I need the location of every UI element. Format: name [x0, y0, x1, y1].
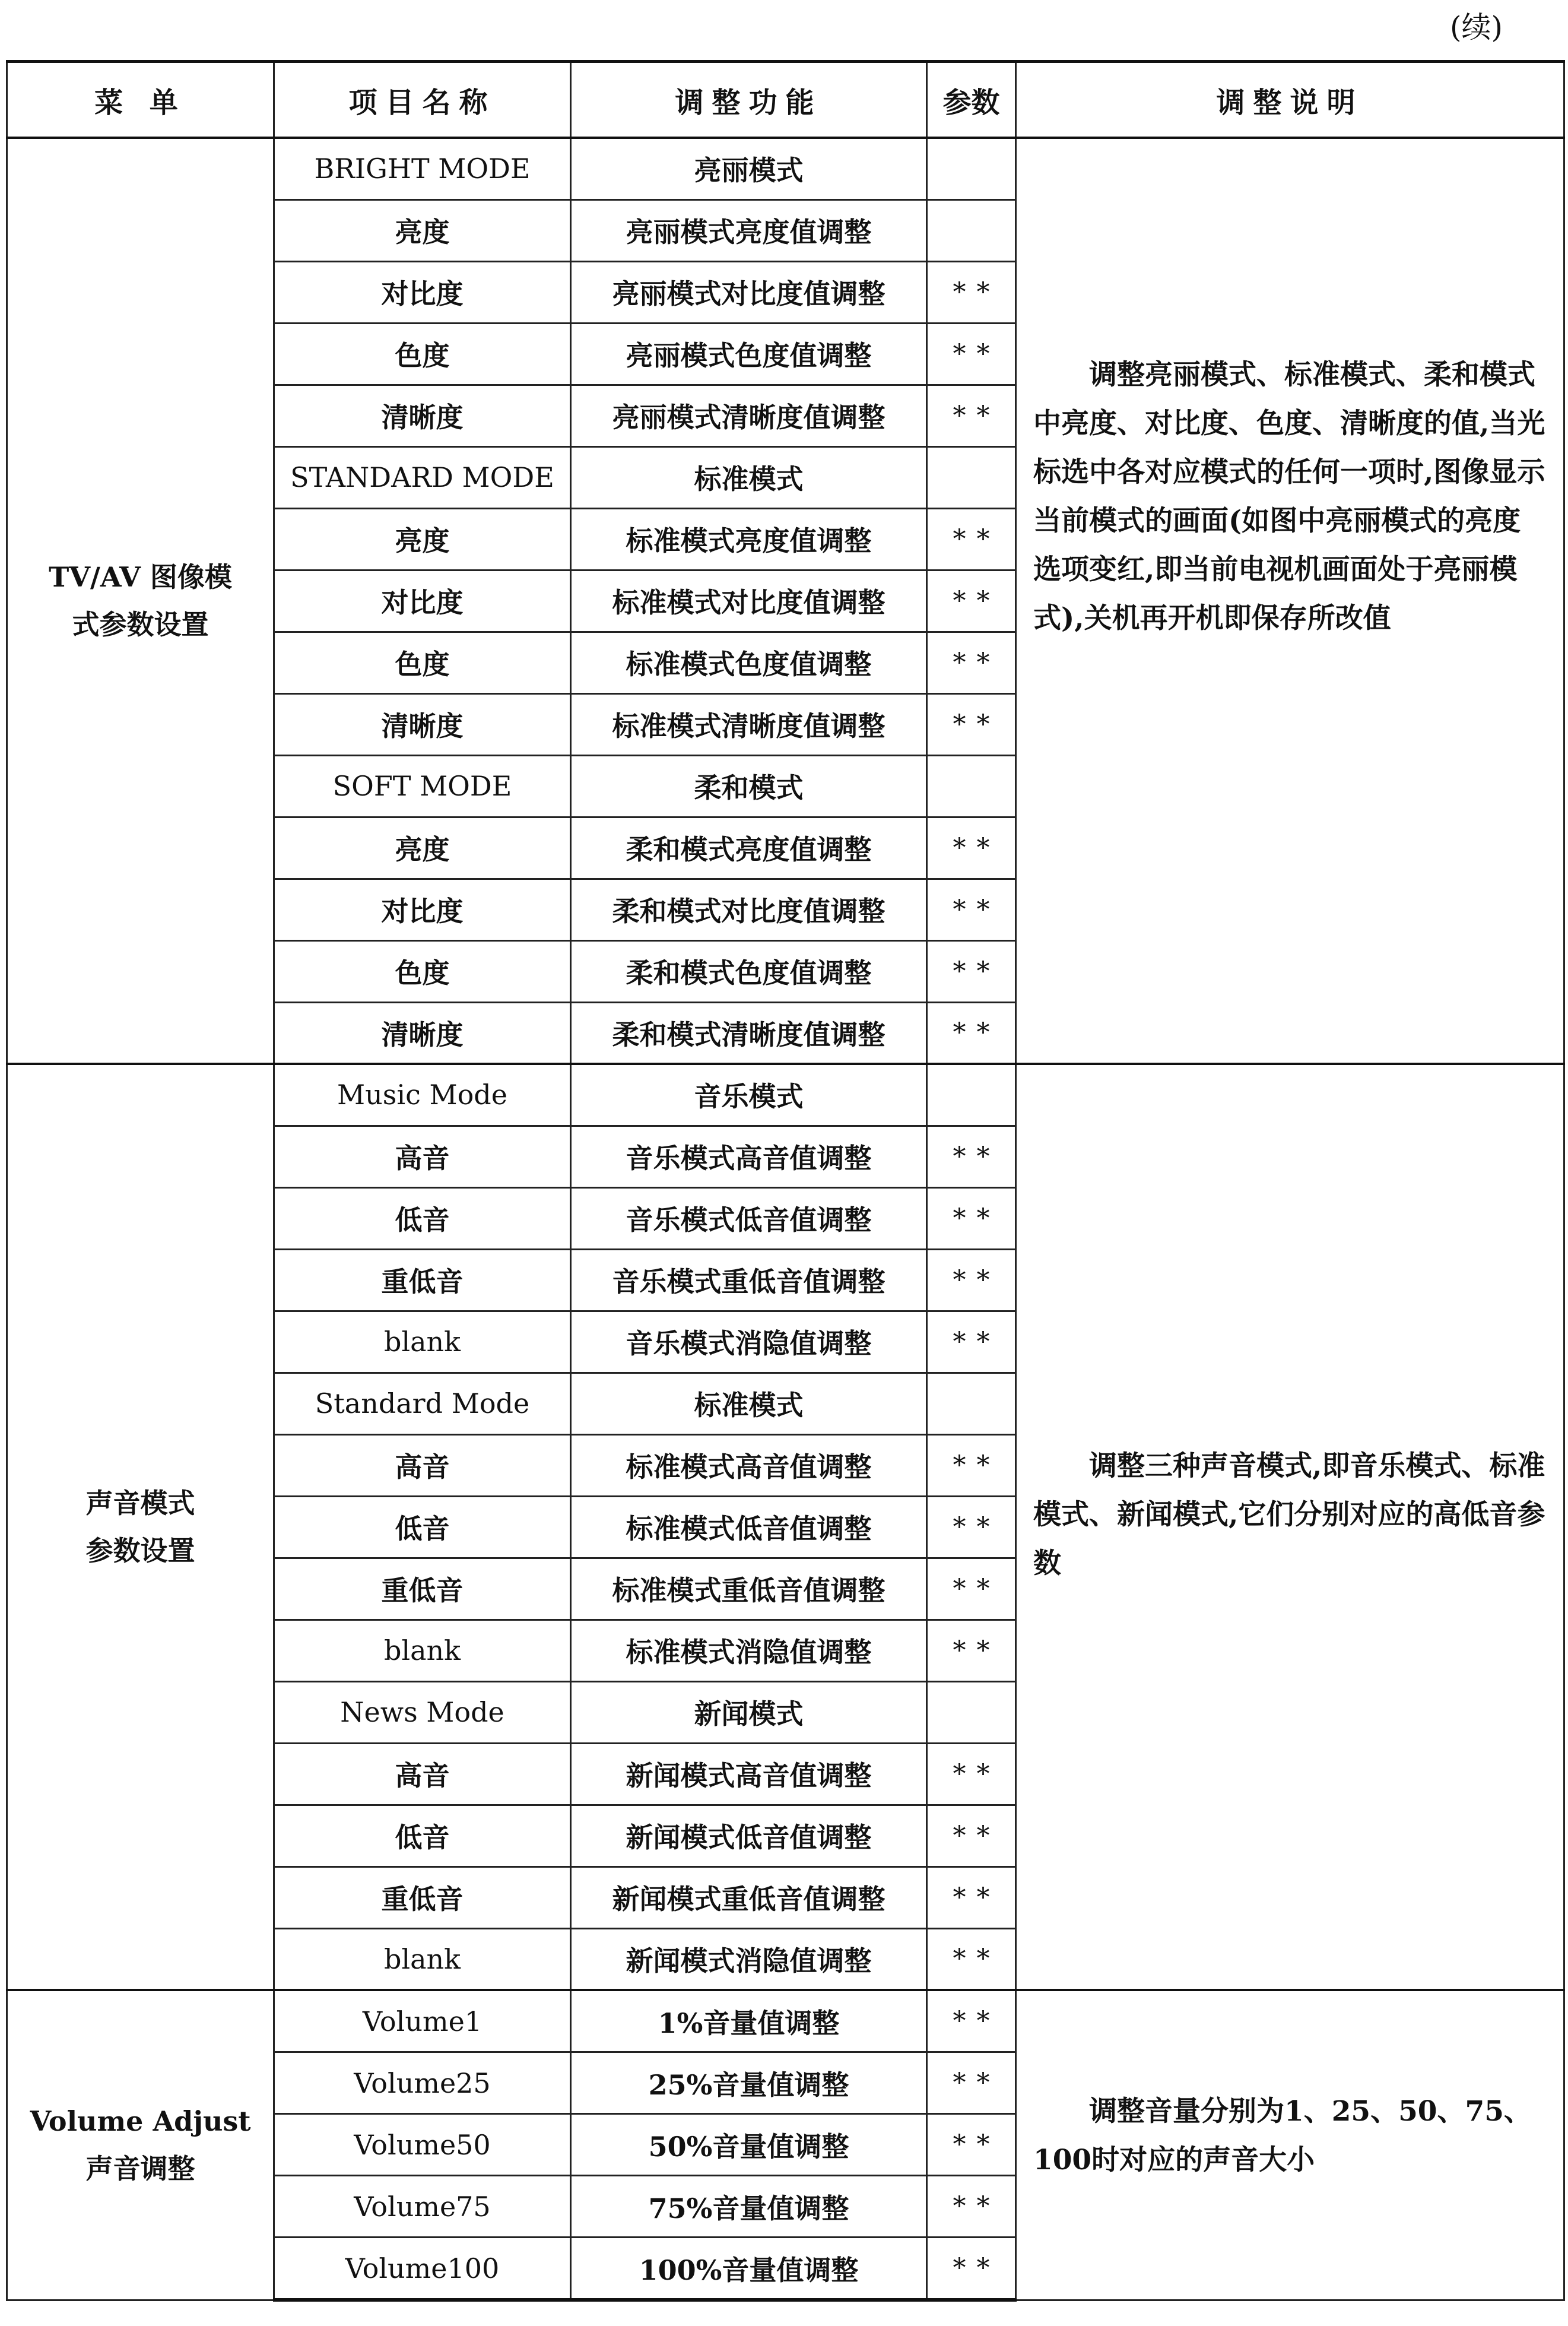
function-cell: 75%音量值调整	[571, 2176, 927, 2238]
param-cell: **	[927, 817, 1016, 879]
param-cell: **	[927, 1990, 1016, 2052]
function-cell: 标准模式清晰度值调整	[571, 693, 927, 755]
function-cell: 音乐模式低音值调整	[571, 1187, 927, 1249]
item-name-cell: 亮度	[274, 817, 571, 879]
item-name-cell: blank	[274, 1620, 571, 1681]
param-cell: **	[927, 2052, 1016, 2114]
item-name-cell: News Mode	[274, 1681, 571, 1743]
item-name-cell: 低音	[274, 1805, 571, 1866]
item-name-cell: 对比度	[274, 261, 571, 323]
param-cell: **	[927, 1002, 1016, 1064]
param-cell: **	[927, 1743, 1016, 1805]
item-name-cell: Volume25	[274, 2052, 571, 2114]
function-cell: 标准模式消隐值调整	[571, 1620, 927, 1681]
menu-label-line: TV/AV 图像模	[49, 561, 232, 593]
param-cell: **	[927, 323, 1016, 385]
param-cell: **	[927, 385, 1016, 446]
function-cell: 音乐模式消隐值调整	[571, 1311, 927, 1373]
param-cell	[927, 1373, 1016, 1434]
item-name-cell: 色度	[274, 632, 571, 693]
menu-cell	[7, 1990, 274, 2300]
param-cell: **	[927, 1126, 1016, 1187]
menu-label-line: 参数设置	[85, 1535, 195, 1567]
item-name-cell: 重低音	[274, 1558, 571, 1620]
item-name-cell: STANDARD MODE	[274, 446, 571, 508]
header-row	[7, 62, 1564, 138]
function-cell: 标准模式对比度值调整	[571, 570, 927, 632]
param-cell: **	[927, 261, 1016, 323]
param-cell: **	[927, 1311, 1016, 1373]
function-cell: 100%音量值调整	[571, 2238, 927, 2300]
item-name-cell: blank	[274, 1311, 571, 1373]
header-item-name: 项目名称	[274, 62, 571, 138]
function-cell: 标准模式色度值调整	[571, 632, 927, 693]
item-name-cell: Volume50	[274, 2114, 571, 2176]
function-cell: 标准模式低音值调整	[571, 1496, 927, 1558]
param-cell: **	[927, 1620, 1016, 1681]
item-name-cell: 高音	[274, 1126, 571, 1187]
item-name-cell: 低音	[274, 1496, 571, 1558]
function-cell: 标准模式高音值调整	[571, 1434, 927, 1496]
item-name-cell: blank	[274, 1928, 571, 1990]
param-cell	[927, 755, 1016, 817]
table-body	[7, 138, 1564, 2300]
function-cell: 新闻模式消隐值调整	[571, 1928, 927, 1990]
param-cell	[927, 446, 1016, 508]
function-cell: 新闻模式高音值调整	[571, 1743, 927, 1805]
param-cell	[927, 1064, 1016, 1126]
item-name-cell: 重低音	[274, 1866, 571, 1928]
menu-label-line: Volume Adjust	[30, 2105, 251, 2138]
function-cell: 标准模式重低音值调整	[571, 1558, 927, 1620]
param-cell: **	[927, 632, 1016, 693]
item-name-cell: 低音	[274, 1187, 571, 1249]
item-name-cell: 色度	[274, 323, 571, 385]
description-cell: 调整亮丽模式、标准模式、柔和模式中亮度、对比度、色度、清晰度的值,当光标选中各对应模式的任何一项时,图像显示当前模式的画面(如图中亮丽模式的亮度选项变红,即当前电视机画面处于亮丽模式),关机再开机即保存所改值	[1016, 138, 1564, 1064]
item-name-cell: Volume100	[274, 2238, 571, 2300]
item-name-cell: 色度	[274, 940, 571, 1002]
menu-label-line: 声音调整	[85, 2153, 195, 2185]
description-cell: 调整三种声音模式,即音乐模式、标准模式、新闻模式,它们分别对应的高低音参数	[1016, 1064, 1564, 1990]
item-name-cell: Music Mode	[274, 1064, 571, 1126]
function-cell: 柔和模式色度值调整	[571, 940, 927, 1002]
item-name-cell: 清晰度	[274, 385, 571, 446]
function-cell: 亮丽模式清晰度值调整	[571, 385, 927, 446]
param-cell	[927, 1681, 1016, 1743]
item-name-cell: 亮度	[274, 199, 571, 261]
header-description: 调整说明	[1016, 62, 1564, 138]
function-cell: 1%音量值调整	[571, 1990, 927, 2052]
function-cell: 亮丽模式亮度值调整	[571, 199, 927, 261]
param-cell: **	[927, 508, 1016, 570]
function-cell: 新闻模式	[571, 1681, 927, 1743]
function-cell: 标准模式	[571, 446, 927, 508]
param-cell: **	[927, 2176, 1016, 2238]
table-row	[7, 1064, 1564, 1126]
item-name-cell: 亮度	[274, 508, 571, 570]
menu-cell	[7, 138, 274, 1064]
menu-label-line: 式参数设置	[72, 609, 209, 641]
item-name-cell: 对比度	[274, 570, 571, 632]
item-name-cell: 高音	[274, 1743, 571, 1805]
param-cell: **	[927, 1866, 1016, 1928]
param-cell: **	[927, 879, 1016, 940]
param-cell: **	[927, 1496, 1016, 1558]
function-cell: 新闻模式低音值调整	[571, 1805, 927, 1866]
param-cell: **	[927, 1434, 1016, 1496]
param-cell: **	[927, 1805, 1016, 1866]
item-name-cell: 清晰度	[274, 693, 571, 755]
item-name-cell: Volume1	[274, 1990, 571, 2052]
description-cell: 调整音量分别为1、25、50、75、100时对应的声音大小	[1016, 1990, 1564, 2300]
function-cell: 标准模式	[571, 1373, 927, 1434]
function-cell: 柔和模式对比度值调整	[571, 879, 927, 940]
param-cell: **	[927, 1558, 1016, 1620]
function-cell: 柔和模式清晰度值调整	[571, 1002, 927, 1064]
function-cell: 亮丽模式对比度值调整	[571, 261, 927, 323]
menu-cell	[7, 1064, 274, 1990]
header-function: 调整功能	[571, 62, 927, 138]
function-cell: 音乐模式	[571, 1064, 927, 1126]
item-name-cell: Volume75	[274, 2176, 571, 2238]
function-cell: 25%音量值调整	[571, 2052, 927, 2114]
param-cell: **	[927, 1928, 1016, 1990]
param-cell: **	[927, 940, 1016, 1002]
param-cell: **	[927, 2238, 1016, 2300]
function-cell: 柔和模式亮度值调整	[571, 817, 927, 879]
param-cell	[927, 138, 1016, 199]
item-name-cell: Standard Mode	[274, 1373, 571, 1434]
item-name-cell: 清晰度	[274, 1002, 571, 1064]
param-cell	[927, 199, 1016, 261]
function-cell: 标准模式亮度值调整	[571, 508, 927, 570]
function-cell: 亮丽模式	[571, 138, 927, 199]
table-row	[7, 138, 1564, 199]
settings-table	[6, 60, 1565, 2302]
function-cell: 音乐模式重低音值调整	[571, 1249, 927, 1311]
header-menu: 菜 单	[7, 62, 274, 138]
item-name-cell: 高音	[274, 1434, 571, 1496]
function-cell: 音乐模式高音值调整	[571, 1126, 927, 1187]
function-cell: 50%音量值调整	[571, 2114, 927, 2176]
item-name-cell: 重低音	[274, 1249, 571, 1311]
item-name-cell: SOFT MODE	[274, 755, 571, 817]
item-name-cell: 对比度	[274, 879, 571, 940]
header-param: 参数	[927, 62, 1016, 138]
param-cell: **	[927, 1187, 1016, 1249]
param-cell: **	[927, 693, 1016, 755]
menu-label-line: 声音模式	[85, 1487, 195, 1519]
param-cell: **	[927, 1249, 1016, 1311]
item-name-cell: BRIGHT MODE	[274, 138, 571, 199]
function-cell: 柔和模式	[571, 755, 927, 817]
param-cell: **	[927, 2114, 1016, 2176]
param-cell: **	[927, 570, 1016, 632]
continued-label: (续)	[1449, 10, 1503, 45]
table-row	[7, 1990, 1564, 2052]
function-cell: 新闻模式重低音值调整	[571, 1866, 927, 1928]
function-cell: 亮丽模式色度值调整	[571, 323, 927, 385]
